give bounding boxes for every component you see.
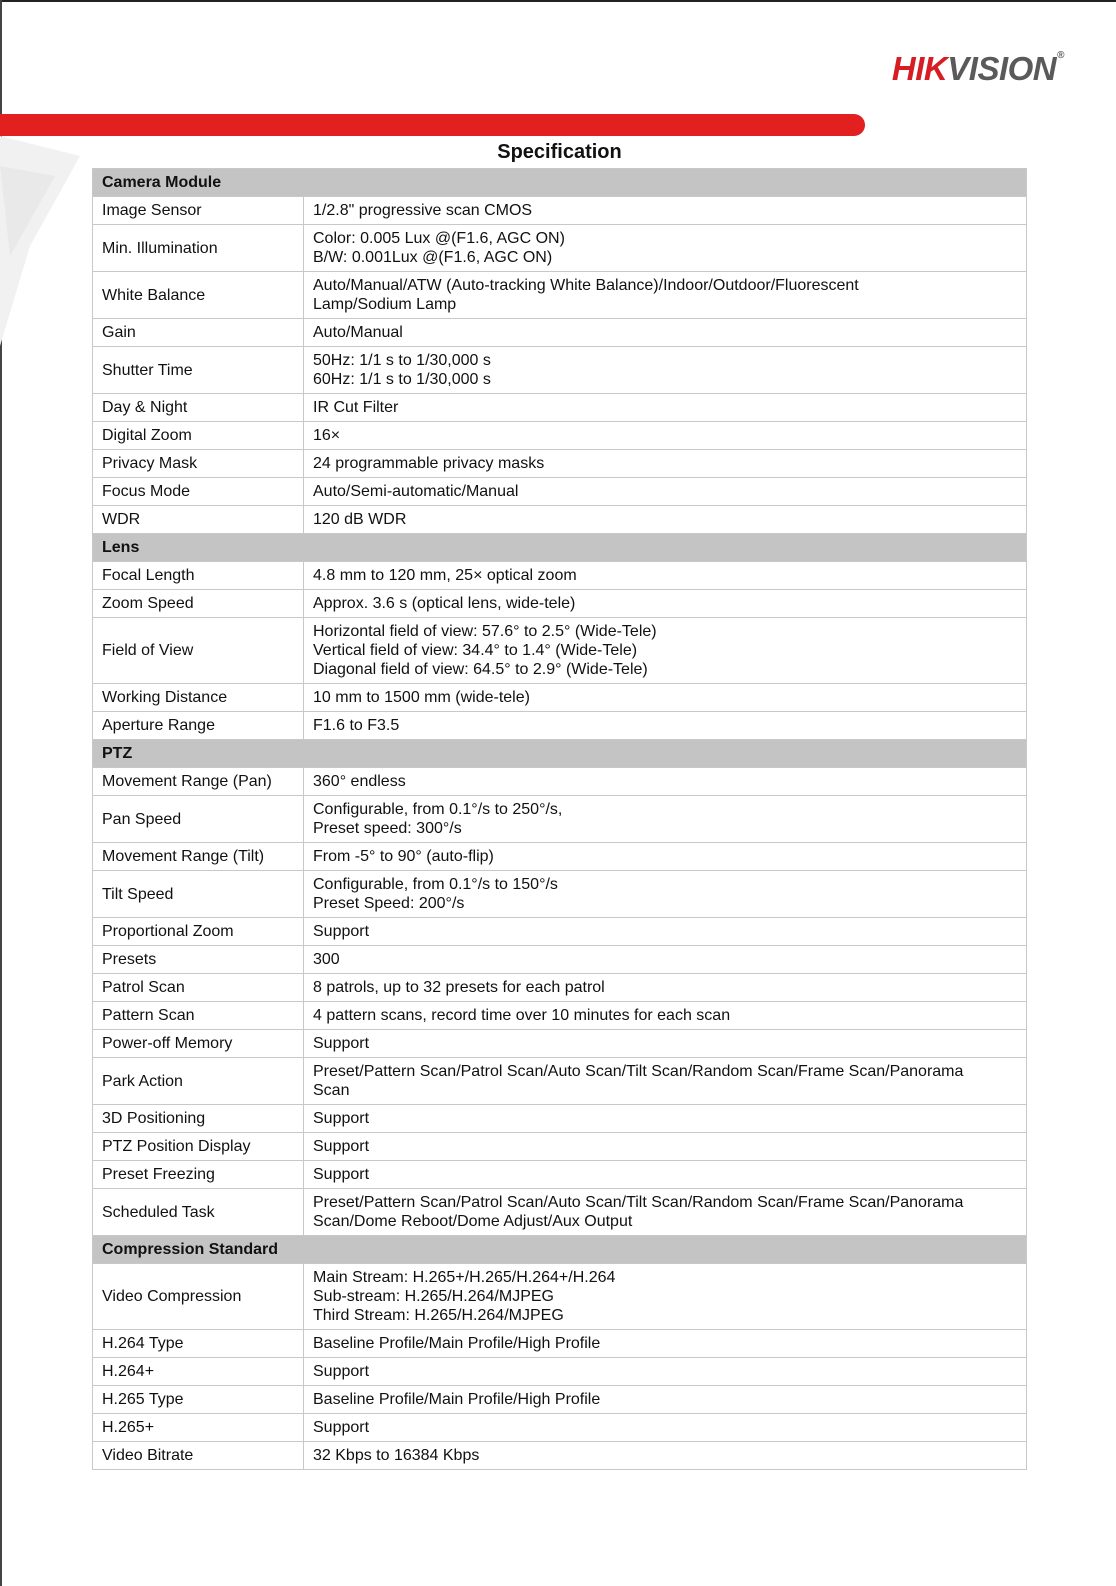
spec-value: F1.6 to F3.5 <box>304 712 1027 740</box>
spec-label: Preset Freezing <box>93 1161 304 1189</box>
spec-label: 3D Positioning <box>93 1105 304 1133</box>
spec-row <box>93 768 1027 796</box>
spec-value: Support <box>304 1414 1027 1442</box>
spec-label: Min. Illumination <box>93 225 304 272</box>
spec-label: Aperture Range <box>93 712 304 740</box>
spec-label: H.264+ <box>93 1358 304 1386</box>
spec-row <box>93 450 1027 478</box>
spec-row <box>93 1442 1027 1470</box>
spec-row <box>93 422 1027 450</box>
spec-row <box>93 712 1027 740</box>
spec-value: Main Stream: H.265+/H.265/H.264+/H.264 Sub-stream: H.265/H.264/MJPEG Third Stream: H.265/H.264/MJPEG <box>304 1264 1027 1330</box>
spec-value: 120 dB WDR <box>304 506 1027 534</box>
section-title: Lens <box>93 534 1027 562</box>
spec-label: Movement Range (Tilt) <box>93 843 304 871</box>
spec-row <box>93 197 1027 225</box>
spec-value: 300 <box>304 946 1027 974</box>
spec-value: From -5° to 90° (auto-flip) <box>304 843 1027 871</box>
spec-value: Preset/Pattern Scan/Patrol Scan/Auto Scan/Tilt Scan/Random Scan/Frame Scan/Panorama Scan/Dome Reboot/Dome Adjust/Aux Output <box>304 1189 1027 1236</box>
spec-label: Shutter Time <box>93 347 304 394</box>
spec-label: Patrol Scan <box>93 974 304 1002</box>
spec-label: H.265+ <box>93 1414 304 1442</box>
spec-row <box>93 918 1027 946</box>
spec-row <box>93 590 1027 618</box>
spec-row <box>93 871 1027 918</box>
spec-label: Proportional Zoom <box>93 918 304 946</box>
section-title: Camera Module <box>93 169 1027 197</box>
spec-row <box>93 684 1027 712</box>
spec-row <box>93 974 1027 1002</box>
spec-value: Support <box>304 1105 1027 1133</box>
spec-row <box>93 562 1027 590</box>
spec-label: Focus Mode <box>93 478 304 506</box>
spec-row <box>93 1358 1027 1386</box>
spec-value: 360° endless <box>304 768 1027 796</box>
spec-value: Configurable, from 0.1°/s to 150°/s Preset Speed: 200°/s <box>304 871 1027 918</box>
spec-value: 1/2.8" progressive scan CMOS <box>304 197 1027 225</box>
spec-label: Gain <box>93 319 304 347</box>
section-header-row <box>93 740 1027 768</box>
spec-label: Pattern Scan <box>93 1002 304 1030</box>
spec-value: Support <box>304 1358 1027 1386</box>
spec-label: Digital Zoom <box>93 422 304 450</box>
spec-value: Preset/Pattern Scan/Patrol Scan/Auto Scan/Tilt Scan/Random Scan/Frame Scan/Panorama Scan <box>304 1058 1027 1105</box>
spec-row <box>93 1330 1027 1358</box>
spec-value: Support <box>304 1133 1027 1161</box>
spec-label: Video Bitrate <box>93 1442 304 1470</box>
spec-label: PTZ Position Display <box>93 1133 304 1161</box>
spec-value: 8 patrols, up to 32 presets for each patrol <box>304 974 1027 1002</box>
spec-label: Image Sensor <box>93 197 304 225</box>
spec-label: White Balance <box>93 272 304 319</box>
spec-row <box>93 618 1027 684</box>
spec-label: Pan Speed <box>93 796 304 843</box>
spec-label: Video Compression <box>93 1264 304 1330</box>
spec-row <box>93 1058 1027 1105</box>
spec-row <box>93 347 1027 394</box>
specification-table <box>92 168 1027 1470</box>
spec-value: 4 pattern scans, record time over 10 minutes for each scan <box>304 1002 1027 1030</box>
spec-value: IR Cut Filter <box>304 394 1027 422</box>
spec-value: 16× <box>304 422 1027 450</box>
spec-label: H.265 Type <box>93 1386 304 1414</box>
spec-label: Park Action <box>93 1058 304 1105</box>
spec-value: Auto/Semi-automatic/Manual <box>304 478 1027 506</box>
section-header-row <box>93 169 1027 197</box>
spec-label: Presets <box>93 946 304 974</box>
page-top-border <box>0 0 1116 2</box>
spec-row <box>93 319 1027 347</box>
spec-value: 24 programmable privacy masks <box>304 450 1027 478</box>
spec-row <box>93 796 1027 843</box>
spec-row <box>93 272 1027 319</box>
spec-label: Privacy Mask <box>93 450 304 478</box>
spec-row <box>93 225 1027 272</box>
spec-value: Color: 0.005 Lux @(F1.6, AGC ON) B/W: 0.001Lux @(F1.6, AGC ON) <box>304 225 1027 272</box>
spec-row <box>93 1189 1027 1236</box>
spec-value: Support <box>304 1030 1027 1058</box>
section-header-row <box>93 1236 1027 1264</box>
spec-value: Horizontal field of view: 57.6° to 2.5° (Wide-Tele) Vertical field of view: 34.4° to 1.4° (Wide-Tele) Diagonal field of view: 64.5° to 2.9° (Wide-Tele) <box>304 618 1027 684</box>
spec-row <box>93 1386 1027 1414</box>
spec-value: 10 mm to 1500 mm (wide-tele) <box>304 684 1027 712</box>
spec-row <box>93 1161 1027 1189</box>
spec-label: Tilt Speed <box>93 871 304 918</box>
section-title: PTZ <box>93 740 1027 768</box>
hikvision-logo: HIKVISION® <box>891 50 1064 87</box>
spec-row <box>93 946 1027 974</box>
spec-row <box>93 1264 1027 1330</box>
spec-label: Focal Length <box>93 562 304 590</box>
section-title: Compression Standard <box>93 1236 1027 1264</box>
spec-value: Approx. 3.6 s (optical lens, wide-tele) <box>304 590 1027 618</box>
spec-label: Zoom Speed <box>93 590 304 618</box>
spec-row <box>93 1105 1027 1133</box>
spec-value: Auto/Manual/ATW (Auto-tracking White Balance)/Indoor/Outdoor/Fluorescent Lamp/Sodium Lamp <box>304 272 1027 319</box>
spec-value: Auto/Manual <box>304 319 1027 347</box>
page-title: Specification <box>497 141 622 163</box>
spec-value: 50Hz: 1/1 s to 1/30,000 s 60Hz: 1/1 s to 1/30,000 s <box>304 347 1027 394</box>
spec-row <box>93 478 1027 506</box>
spec-label: Scheduled Task <box>93 1189 304 1236</box>
spec-value: Baseline Profile/Main Profile/High Profile <box>304 1330 1027 1358</box>
spec-label: Working Distance <box>93 684 304 712</box>
spec-row <box>93 1133 1027 1161</box>
spec-row <box>93 506 1027 534</box>
spec-row <box>93 1030 1027 1058</box>
spec-row <box>93 843 1027 871</box>
spec-value: Support <box>304 1161 1027 1189</box>
spec-value: Configurable, from 0.1°/s to 250°/s, Preset speed: 300°/s <box>304 796 1027 843</box>
spec-row <box>93 394 1027 422</box>
spec-value: 32 Kbps to 16384 Kbps <box>304 1442 1027 1470</box>
spec-value: 4.8 mm to 120 mm, 25× optical zoom <box>304 562 1027 590</box>
spec-label: H.264 Type <box>93 1330 304 1358</box>
section-header-row <box>93 534 1027 562</box>
spec-row <box>93 1002 1027 1030</box>
spec-value: Support <box>304 918 1027 946</box>
spec-label: Movement Range (Pan) <box>93 768 304 796</box>
spec-value: Baseline Profile/Main Profile/High Profile <box>304 1386 1027 1414</box>
decorative-swoosh-graphic <box>0 136 90 356</box>
spec-label: WDR <box>93 506 304 534</box>
spec-label: Day & Night <box>93 394 304 422</box>
spec-row <box>93 1414 1027 1442</box>
spec-label: Field of View <box>93 618 304 684</box>
red-header-bar <box>0 114 865 136</box>
spec-label: Power-off Memory <box>93 1030 304 1058</box>
